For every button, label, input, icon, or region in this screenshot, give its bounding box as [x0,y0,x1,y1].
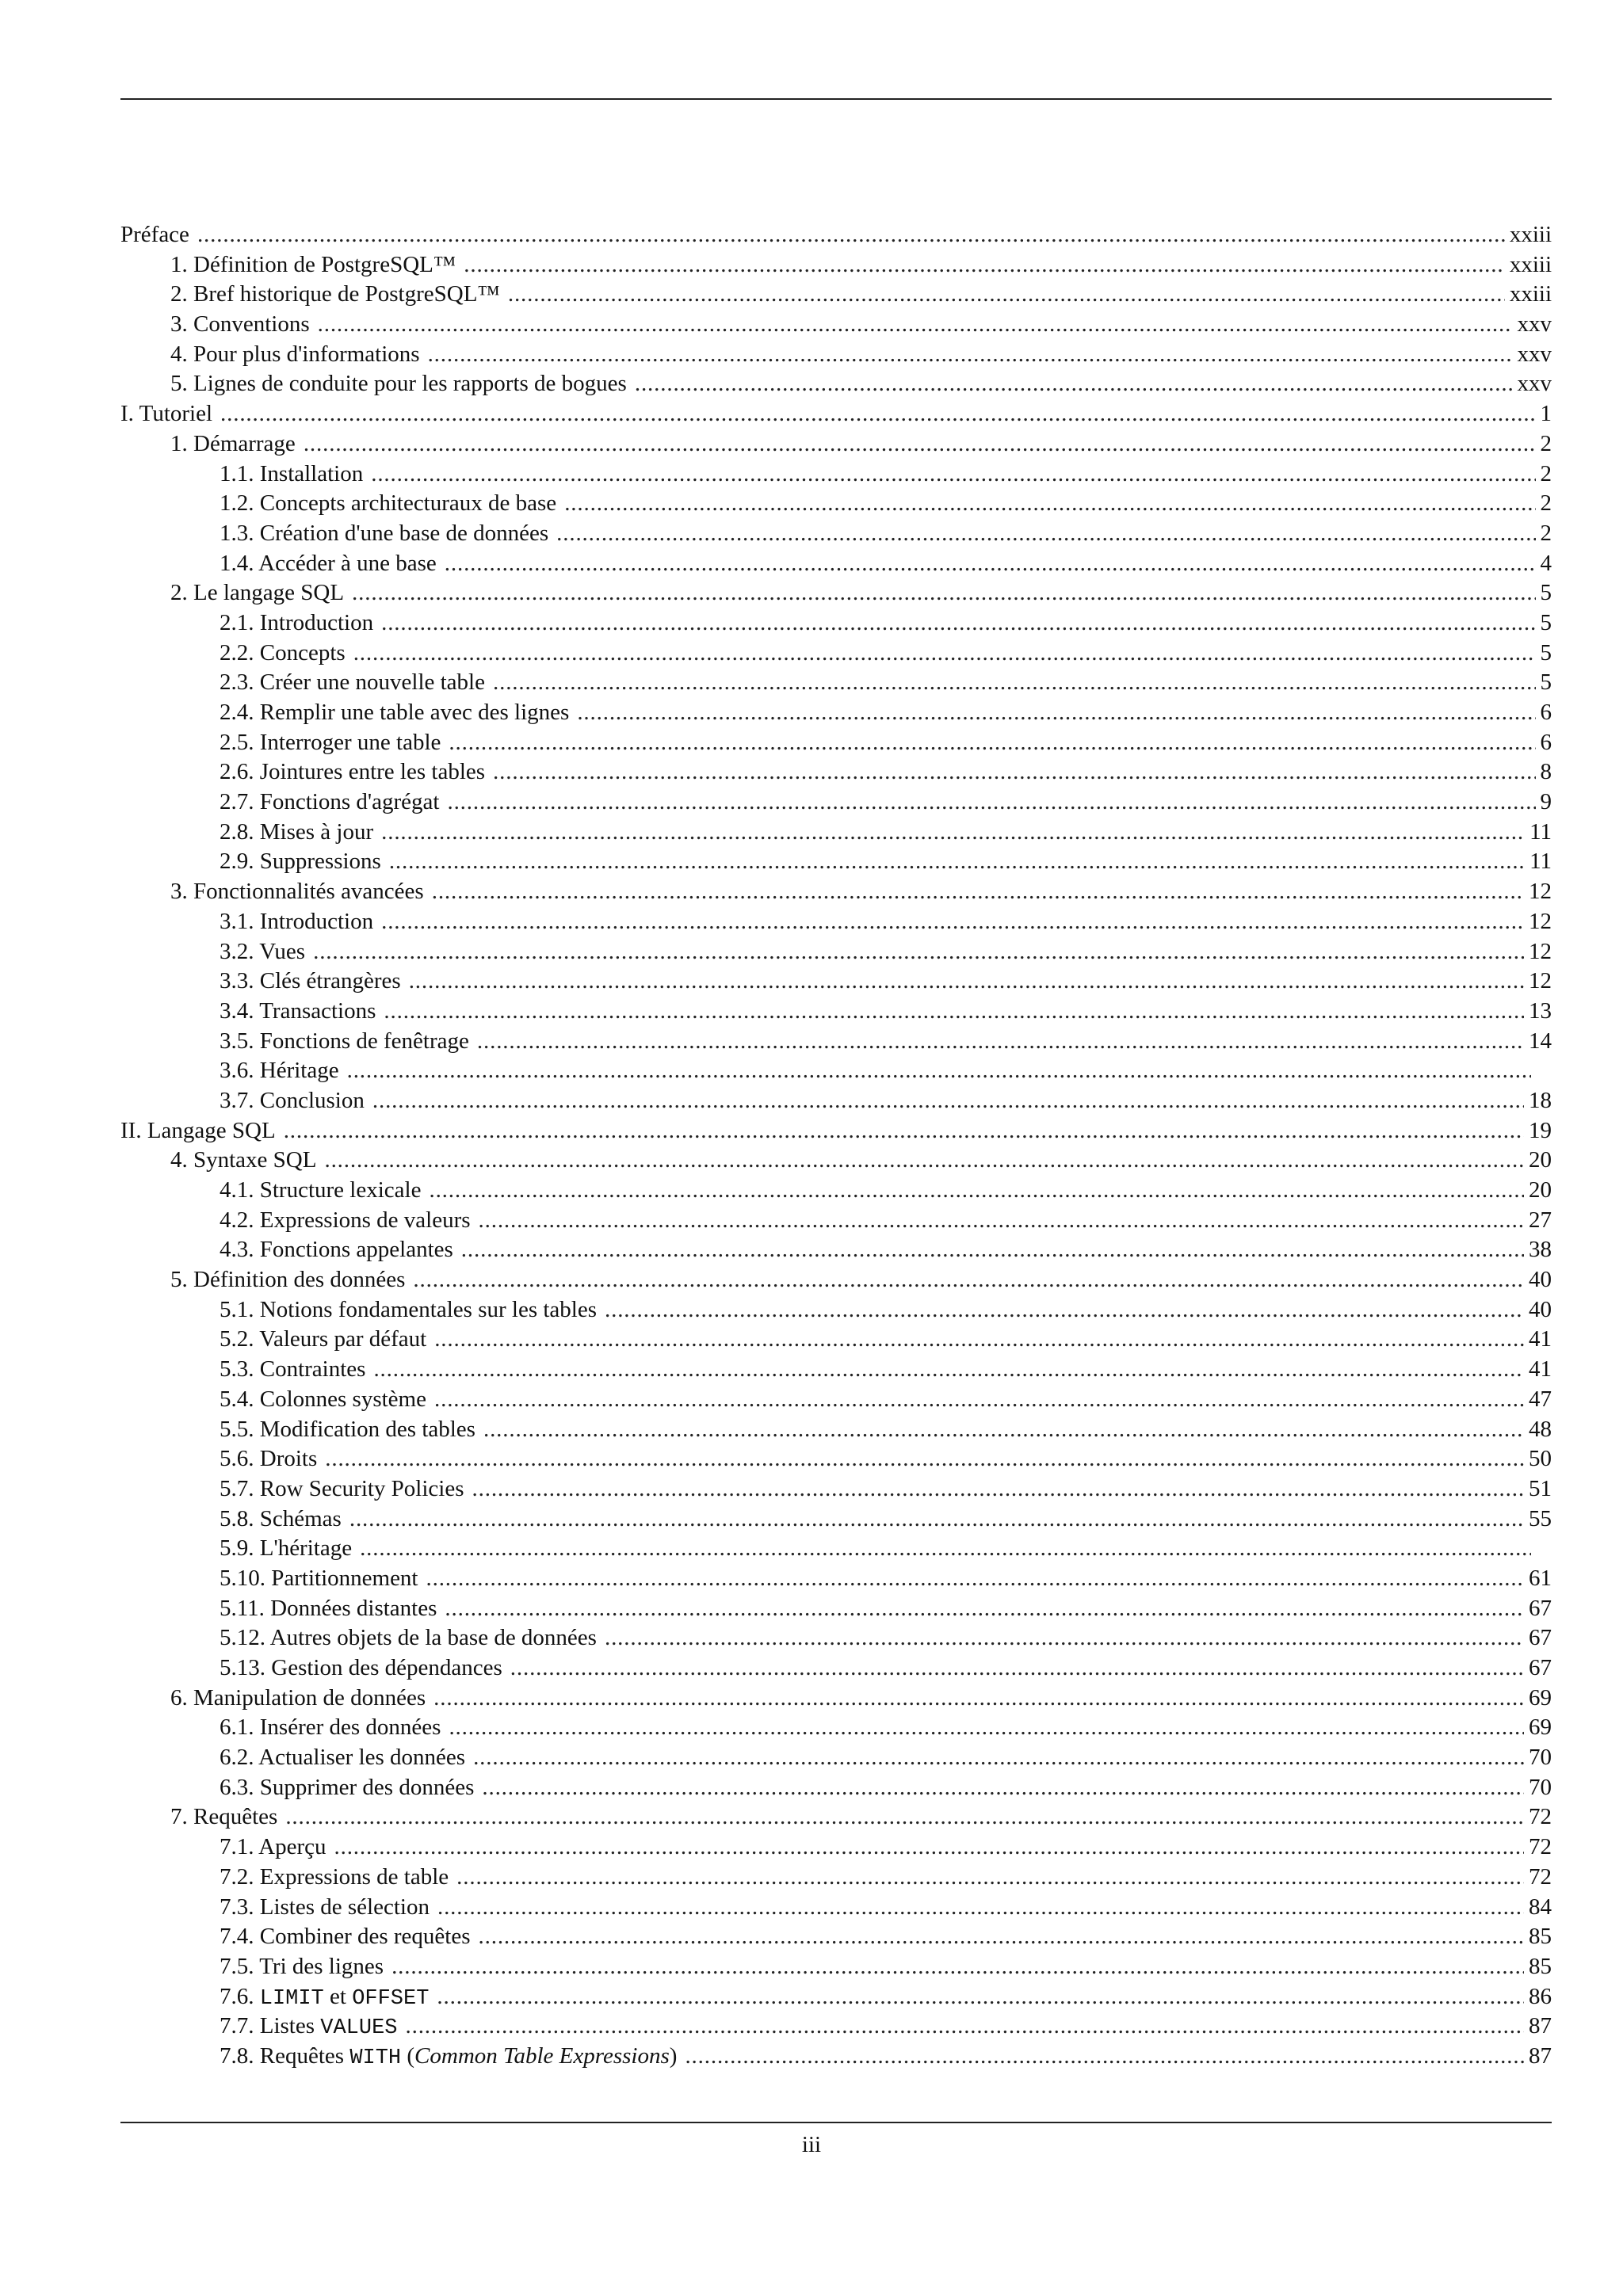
toc-entry-title: 3. Fonctionnalités avancées [170,879,424,905]
toc-entry-page: 72 [1529,1804,1552,1830]
dot-leader [510,1653,1524,1684]
toc-entry[interactable] [120,1833,1552,1863]
toc-entry-title [220,2012,398,2042]
toc-entry[interactable] [120,1863,1552,1893]
dot-leader [564,489,1535,519]
toc-entry[interactable] [120,639,1552,669]
toc-entry[interactable] [120,1713,1552,1743]
dot-leader [482,1773,1524,1803]
toc-entry-page: 20 [1529,1177,1552,1203]
toc-entry[interactable] [120,937,1552,967]
toc-entry-page: 41 [1529,1356,1552,1383]
toc-entry-page: 6 [1540,729,1552,755]
toc-entry[interactable] [120,1355,1552,1385]
toc-entry[interactable] [120,1027,1552,1057]
toc-entry-title: 2.1. Introduction [220,609,374,635]
toc-entry[interactable] [120,668,1552,698]
dot-leader [479,1922,1524,1952]
dot-leader [434,1325,1524,1355]
toc-entry-title: 7.3. Listes de sélection [220,1894,430,1920]
toc-entry-page: 67 [1529,1625,1552,1651]
toc-entry-page: 86 [1529,1983,1552,2009]
toc-entry-title: 2. Bref historique de PostgreSQL™ [170,281,500,307]
dot-leader [479,1206,1524,1236]
toc-entry[interactable] [120,1056,1552,1086]
dot-leader [445,549,1536,579]
code-literal: WITH [349,2046,402,2070]
toc-entry-page: 14 [1529,1028,1552,1054]
toc-entry-title: 1.3. Création d'une base de données [220,520,549,546]
toc-entry[interactable] [120,250,1552,280]
dot-leader [445,1594,1524,1624]
toc-entry-page: 9 [1540,789,1552,815]
toc-entry-title: 2.7. Fonctions d'agrégat [220,789,440,815]
dot-leader [324,1146,1524,1176]
toc-entry-page: 2 [1540,520,1552,546]
toc-entry[interactable] [120,2012,1552,2042]
toc-entry-title: 2.5. Interroger une table [220,729,441,755]
toc-entry-title: 6. Manipulation de données [170,1684,426,1711]
toc-entry[interactable] [120,1594,1552,1624]
dot-leader [428,340,1513,370]
toc-entry[interactable] [120,578,1552,608]
toc-entry[interactable] [120,460,1552,490]
toc-entry-title: 2.9. Suppressions [220,849,381,875]
dot-leader [285,1802,1524,1833]
dot-leader [429,1176,1524,1206]
toc-entry-page: 12 [1529,879,1552,905]
toc-entry-page: xxiii [1509,251,1552,277]
dot-leader [461,1235,1524,1265]
toc-entry-page: 69 [1529,1684,1552,1711]
toc-entry[interactable] [120,429,1552,460]
toc-entry-page: 2 [1540,460,1552,486]
toc-entry-page: 84 [1529,1894,1552,1920]
toc-entry[interactable] [120,788,1552,818]
table-of-contents [120,220,1552,2072]
toc-entry[interactable] [120,1684,1552,1714]
toc-entry-page: 87 [1529,2042,1552,2069]
toc-entry-title: 3.3. Clés étrangères [220,968,401,994]
dot-leader [493,668,1536,698]
toc-entry-title: 5.4. Colonnes système [220,1386,426,1412]
toc-entry[interactable] [120,340,1552,370]
toc-entry-page: xxv [1517,341,1552,367]
toc-entry-page: 70 [1529,1774,1552,1800]
toc-entry[interactable] [120,1564,1552,1594]
toc-entry-page: 5 [1540,639,1552,666]
dot-leader [635,369,1513,399]
toc-entry-title: 5.2. Valeurs par défaut [220,1326,427,1352]
toc-entry[interactable] [120,1265,1552,1295]
toc-entry-title: 3.4. Transactions [220,997,376,1024]
toc-entry-title: 3.1. Introduction [220,908,374,934]
toc-entry-title: 2. Le langage SQL [170,580,345,606]
toc-entry[interactable] [120,1206,1552,1236]
toc-entry[interactable] [120,1893,1552,1923]
toc-entry-page: 61 [1529,1565,1552,1591]
toc-entry-page: 12 [1529,968,1552,994]
toc-entry[interactable] [120,1295,1552,1325]
toc-entry-page: 11 [1529,849,1552,875]
code-literal: VALUES [320,2016,398,2041]
toc-entry[interactable] [120,310,1552,340]
toc-entry-page: 2 [1540,430,1552,456]
toc-entry-title: 7.4. Combiner des requêtes [220,1924,471,1950]
title-fragment: et [323,1983,353,2009]
toc-entry-title: 1.4. Accéder à une base [220,550,437,576]
dot-leader [426,1564,1525,1594]
dot-leader [347,1056,1531,1086]
toc-entry-title: 2.6. Jointures entre les tables [220,759,486,785]
toc-entry[interactable] [120,757,1552,788]
toc-entry-title: 7.1. Aperçu [220,1834,327,1860]
toc-entry-title: 2.8. Mises à jour [220,818,374,845]
dot-leader [197,220,1505,250]
toc-entry[interactable] [120,519,1552,549]
toc-entry-title: 3.2. Vues [220,938,306,964]
dot-leader [381,907,1524,937]
toc-entry[interactable] [120,280,1552,310]
page-number: iii [801,2132,822,2157]
toc-entry-title: I. Tutoriel [120,401,213,427]
dot-leader [433,1684,1524,1714]
toc-entry-page: 4 [1540,550,1552,576]
toc-entry-title: 1. Définition de PostgreSQL™ [170,251,456,277]
toc-entry-title: 3.7. Conclusion [220,1087,365,1113]
toc-entry-title: 4. Pour plus d'informations [170,341,420,367]
toc-entry[interactable] [120,1922,1552,1952]
toc-entry-page: 8 [1540,759,1552,785]
toc-entry[interactable] [120,1773,1552,1803]
toc-entry-title: 5.7. Row Security Policies [220,1475,464,1501]
toc-entry-page: 27 [1529,1207,1552,1233]
toc-entry-page: 87 [1529,2013,1552,2039]
header-rule [120,98,1552,100]
toc-entry[interactable] [120,818,1552,848]
toc-entry-page: 6 [1540,700,1552,725]
toc-entry[interactable] [120,549,1552,579]
dot-leader [389,847,1525,877]
toc-entry-title: Préface [120,222,189,247]
toc-entry-title: 3.5. Fonctions de fenêtrage [220,1028,469,1054]
toc-entry[interactable] [120,1623,1552,1653]
toc-entry-title: 5.3. Contraintes [220,1356,366,1383]
dot-leader [325,1444,1524,1474]
dot-leader [406,2012,1525,2042]
toc-entry[interactable] [120,907,1552,937]
toc-entry[interactable] [120,369,1552,399]
title-fragment: ( [401,2042,415,2069]
dot-leader [334,1833,1525,1863]
toc-entry-title: 7.5. Tri des lignes [220,1953,384,1979]
toc-entry-title: 5. Définition des données [170,1267,406,1293]
dot-leader [685,2042,1524,2072]
toc-entry[interactable] [120,967,1552,997]
toc-entry-title: 5. Lignes de conduite pour les rapports de bogues [170,371,627,397]
toc-entry-title: 2.2. Concepts [220,639,346,666]
toc-entry-page: 41 [1529,1326,1552,1352]
dot-leader [464,250,1505,280]
toc-entry[interactable] [120,728,1552,758]
toc-entry[interactable] [120,1116,1552,1146]
toc-entry[interactable] [120,1385,1552,1415]
dot-leader [437,1893,1524,1923]
dot-leader [483,1415,1524,1445]
dot-leader [304,429,1536,460]
dot-leader [352,578,1535,608]
dot-leader [449,728,1535,758]
dot-leader [384,997,1524,1027]
toc-entry-title: 5.13. Gestion des dépendances [220,1655,502,1680]
toc-entry[interactable] [120,1086,1552,1116]
toc-entry-title: 4.3. Fonctions appelantes [220,1237,453,1263]
dot-leader [284,1116,1524,1146]
toc-entry[interactable] [120,1802,1552,1833]
toc-entry-page: xxv [1517,311,1552,338]
toc-entry-title [220,1982,429,2012]
dot-leader [372,1086,1524,1116]
dot-leader [437,1982,1524,2012]
toc-entry-page: 5 [1540,669,1552,696]
dot-leader [473,1743,1524,1773]
toc-entry-page: xxv [1517,371,1552,397]
toc-entry-title: 3.6. Héritage [220,1058,339,1084]
italic-text: Common Table Expressions [414,2042,670,2069]
dot-leader [449,1713,1524,1743]
toc-entry-page: 11 [1529,818,1552,845]
dot-leader [360,1534,1531,1564]
toc-entry[interactable] [120,2042,1552,2072]
dot-leader [472,1474,1524,1505]
toc-entry[interactable] [120,399,1552,429]
toc-entry[interactable] [120,997,1552,1027]
toc-entry-title: 4.2. Expressions de valeurs [220,1207,471,1233]
dot-leader [318,310,1513,340]
toc-entry-page: 85 [1529,1924,1552,1950]
toc-entry-title: 5.5. Modification des tables [220,1416,475,1442]
toc-entry-page: 40 [1529,1267,1552,1293]
toc-entry-title: 7.2. Expressions de table [220,1863,449,1890]
toc-entry-title: 6.2. Actualiser les données [220,1745,466,1771]
toc-entry-title: 5.8. Schémas [220,1505,342,1531]
title-fragment: 7.6. [220,1983,260,2009]
toc-entry[interactable] [120,220,1552,250]
toc-entry-title: 1.1. Installation [220,460,364,486]
toc-entry-title: 5.10. Partitionnement [220,1565,418,1591]
toc-entry[interactable] [120,1743,1552,1773]
dot-leader [313,937,1524,967]
toc-entry-title: II. Langage SQL [120,1117,276,1143]
toc-entry[interactable] [120,1176,1552,1206]
toc-entry-page: xxiii [1509,281,1552,307]
dot-leader [605,1623,1524,1653]
toc-entry[interactable] [120,1146,1552,1176]
toc-entry-page: 50 [1529,1446,1552,1472]
dot-leader [556,519,1535,549]
code-literal: OFFSET [352,1986,430,2011]
footer-rule [120,2122,1552,2123]
title-fragment: 7.8. Requêtes [220,2042,350,2069]
toc-entry[interactable] [120,1415,1552,1445]
toc-entry-page: 38 [1529,1237,1552,1263]
toc-entry-page: 85 [1529,1953,1552,1979]
toc-entry-page: 72 [1529,1863,1552,1890]
toc-entry-page: 12 [1529,938,1552,964]
toc-entry[interactable] [120,608,1552,639]
toc-entry-page: 18 [1529,1087,1552,1113]
dot-leader [371,460,1535,490]
toc-entry[interactable] [120,877,1552,907]
toc-entry-title: 4. Syntaxe SQL [170,1147,317,1173]
toc-entry[interactable] [120,1653,1552,1684]
toc-entry[interactable] [120,1325,1552,1355]
toc-entry-title: 2.3. Créer une nouvelle table [220,669,485,696]
dot-leader [220,399,1535,429]
toc-entry-title: 6.1. Insérer des données [220,1714,441,1741]
toc-entry-page: 20 [1529,1147,1552,1173]
dot-leader [434,1385,1524,1415]
toc-entry-page: 5 [1540,609,1552,635]
toc-entry-page: 19 [1529,1117,1552,1143]
toc-entry-title: 1. Démarrage [170,430,296,456]
toc-entry-title: 6.3. Supprimer des données [220,1774,475,1800]
toc-entry[interactable] [120,1534,1552,1564]
toc-entry[interactable] [120,698,1552,728]
dot-leader [381,818,1525,848]
code-literal: LIMIT [259,1986,324,2011]
dot-leader [447,788,1535,818]
toc-entry-page: 12 [1529,908,1552,934]
toc-entry-title: 2.4. Remplir une table avec des lignes [220,700,570,725]
toc-entry-page: 48 [1529,1416,1552,1442]
dot-leader [477,1027,1524,1057]
dot-leader [432,877,1524,907]
toc-entry-page: 67 [1529,1595,1552,1621]
toc-entry-title: 5.12. Autres objets de la base de données [220,1625,597,1651]
toc-entry-title: 5.9. L'héritage [220,1535,353,1562]
toc-entry[interactable] [120,489,1552,519]
toc-entry[interactable] [120,1952,1552,1982]
toc-entry[interactable] [120,847,1552,877]
dot-leader [413,1265,1524,1295]
toc-entry-title: 5.6. Droits [220,1446,318,1472]
dot-leader [508,280,1505,310]
toc-entry-title: 4.1. Structure lexicale [220,1177,422,1203]
toc-entry-page: 72 [1529,1834,1552,1860]
toc-entry-page: 13 [1529,997,1552,1024]
toc-entry-page: 2 [1540,490,1552,517]
dot-leader [456,1863,1524,1893]
toc-entry-page: 5 [1540,580,1552,606]
dot-leader [391,1952,1524,1982]
dot-leader [373,1355,1524,1385]
toc-entry-page: 69 [1529,1714,1552,1741]
dot-leader [605,1295,1524,1325]
toc-entry-page: 51 [1529,1475,1552,1501]
toc-entry-page: 55 [1529,1505,1552,1531]
toc-entry-title: 5.11. Données distantes [220,1595,437,1621]
toc-entry-page: 47 [1529,1386,1552,1412]
toc-entry[interactable] [120,1235,1552,1265]
dot-leader [409,967,1524,997]
dot-leader [577,698,1535,728]
dot-leader [349,1505,1524,1535]
toc-entry-title: 7. Requêtes [170,1804,278,1830]
dot-leader [353,639,1536,669]
toc-entry-page: 70 [1529,1745,1552,1771]
dot-leader [493,757,1535,788]
title-fragment: ) [669,2042,678,2069]
toc-entry[interactable] [120,1982,1552,2012]
toc-entry-page: xxiii [1509,222,1552,247]
toc-entry-page: 40 [1529,1296,1552,1322]
toc-entry-title [220,2042,677,2072]
toc-entry-page: 1 [1540,401,1552,427]
toc-entry[interactable] [120,1505,1552,1535]
toc-entry[interactable] [120,1444,1552,1474]
toc-entry-page: 67 [1529,1655,1552,1680]
toc-entry[interactable] [120,1474,1552,1505]
toc-entry-title: 5.1. Notions fondamentales sur les tables [220,1296,597,1322]
dot-leader [381,608,1535,639]
toc-entry-title: 1.2. Concepts architecturaux de base [220,490,557,517]
toc-entry-title: 3. Conventions [170,311,310,338]
title-fragment: 7.7. Listes [220,2013,321,2039]
